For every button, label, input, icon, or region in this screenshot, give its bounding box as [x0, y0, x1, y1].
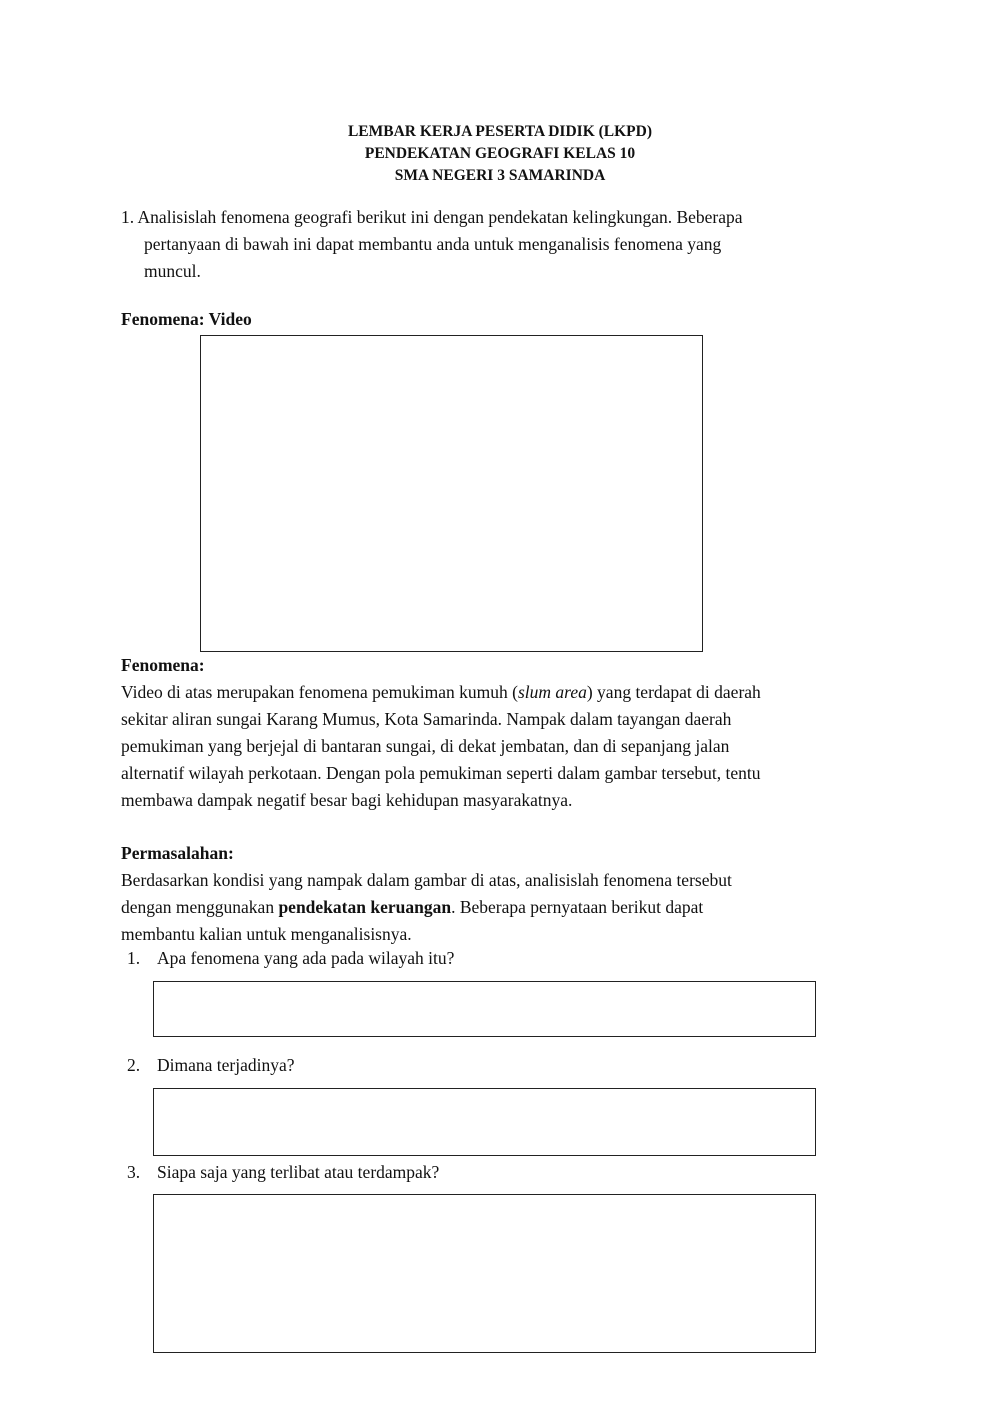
paragraph-line: membawa dampak negatif besar bagi kehidupan masyarakatnya. [121, 790, 573, 810]
answer-box-3[interactable] [153, 1194, 816, 1353]
paragraph-line: Berdasarkan kondisi yang nampak dalam gambar di atas, analisislah fenomena tersebut [121, 870, 732, 890]
pendekatan-keruangan-term: pendekatan keruangan [278, 897, 452, 917]
question-3 [127, 1159, 439, 1186]
worksheet-title: LEMBAR KERJA PESERTA DIDIK (LKPD) [347, 123, 653, 140]
permasalahan-paragraph [121, 867, 881, 948]
paragraph-line: sekitar aliran sungai Karang Mumus, Kota Samarinda. Nampak dalam tayangan daerah [121, 709, 732, 729]
question-number: 3. [127, 1162, 141, 1182]
answer-box-1[interactable] [153, 981, 816, 1037]
text-segment: ) yang terdapat di daerah [586, 682, 761, 702]
slum-area-term: slum area [517, 682, 587, 702]
instruction-text: Analisislah fenomena geografi berikut ini dengan pendekatan kelingkungan. Beberapa [137, 207, 743, 227]
question-1 [127, 945, 454, 972]
text-segment: dengan menggunakan [121, 897, 279, 917]
video-player[interactable] [200, 335, 703, 652]
question-text: Apa fenomena yang ada pada wilayah itu? [157, 948, 455, 968]
instruction-number: 1. [121, 207, 135, 227]
question-text: Dimana terjadinya? [157, 1055, 295, 1075]
text-segment: . Beberapa pernyataan berikut dapat [451, 897, 704, 917]
question-number: 2. [127, 1055, 141, 1075]
paragraph-line: membantu kalian untuk menganalisisnya. [121, 924, 412, 944]
text-segment: Video di atas merupakan fenomena pemukiman kumuh ( [121, 682, 518, 702]
fenomena-paragraph [121, 679, 881, 814]
school-name: SMA NEGERI 3 SAMARINDA [394, 167, 606, 184]
fenomena-heading: Fenomena: [121, 655, 205, 675]
paragraph-line: pemukiman yang berjejal di bantaran sungai, di dekat jembatan, dan di sepanjang jalan [121, 736, 730, 756]
permasalahan-heading: Permasalahan: [121, 843, 234, 863]
instruction-line: pertanyaan di bawah ini dapat membantu anda untuk menganalisis fenomena yang [144, 234, 722, 254]
paragraph-line: alternatif wilayah perkotaan. Dengan pola pemukiman seperti dalam gambar tersebut, tentu [121, 763, 761, 783]
question-number: 1. [127, 948, 141, 968]
video-heading: Fenomena: Video [121, 309, 252, 329]
instruction-line: muncul. [144, 261, 201, 281]
question-2 [127, 1052, 295, 1079]
paragraph-line [121, 894, 881, 921]
question-text: Siapa saja yang terlibat atau terdampak? [157, 1162, 440, 1182]
instruction-block [121, 204, 881, 285]
answer-box-2[interactable] [153, 1088, 816, 1156]
paragraph-line [121, 679, 881, 706]
worksheet-subtitle: PENDEKATAN GEOGRAFI KELAS 10 [364, 145, 636, 162]
instruction-line [121, 204, 881, 231]
